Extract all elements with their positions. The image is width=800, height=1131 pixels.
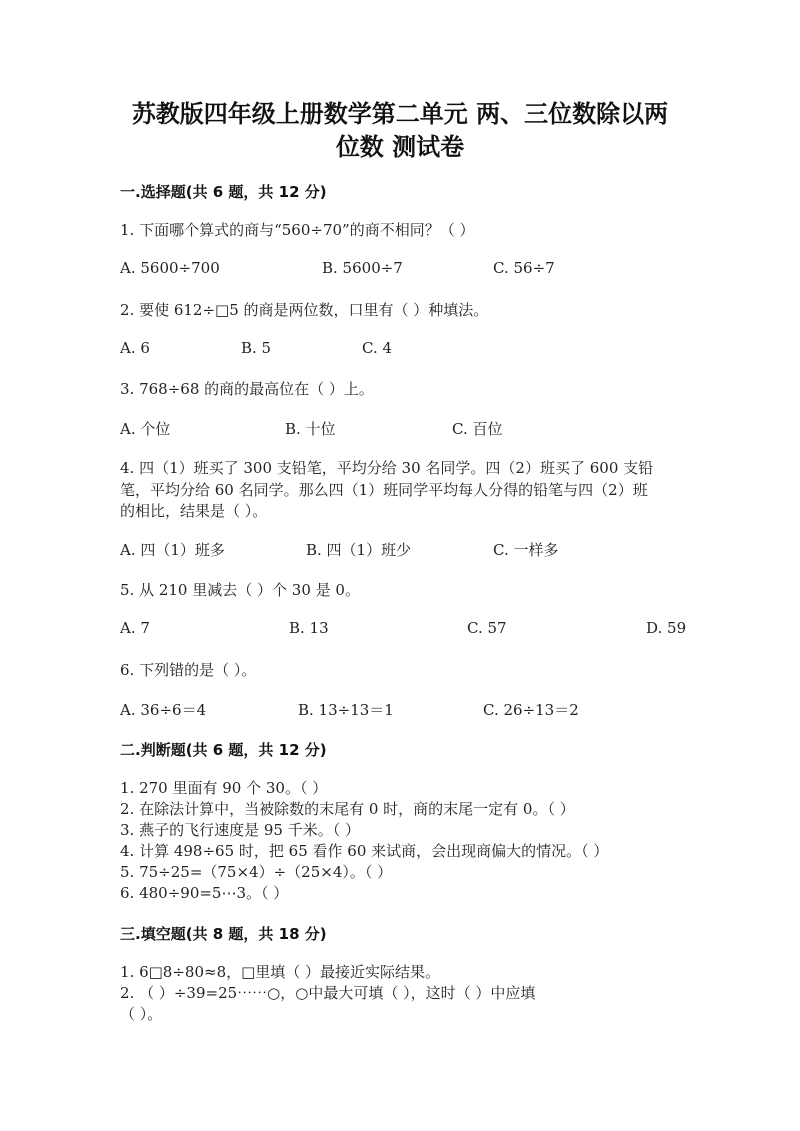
fill-2-line-1: 2. （ ）÷39=25⋯⋯○，○中最大可填（ ），这时（ ）中应填: [120, 984, 536, 1002]
q1-option-c: C. 56÷7: [493, 259, 555, 277]
q3-option-a: A. 个位: [120, 420, 171, 438]
judge-5: 5. 75÷25=（75×4）÷（25×4）。（ ）: [120, 863, 393, 881]
section-heading-choice: 一.选择题(共 6 题，共 12 分): [120, 183, 327, 201]
q4-option-b: B. 四（1）班少: [306, 541, 412, 559]
question-4-line-1: 4. 四（1）班买了 300 支铅笔，平均分给 30 名同学。四（2）班买了 600 支铅: [120, 459, 654, 477]
judge-4: 4. 计算 498÷65 时，把 65 看作 60 来试商，会出现商偏大的情况。（ ）: [120, 842, 609, 860]
q6-option-b: B. 13÷13＝1: [298, 701, 394, 719]
q5-option-d: D. 59: [646, 619, 687, 637]
q2-option-c: C. 4: [362, 339, 393, 357]
q5-option-a: A. 7: [120, 619, 150, 637]
q5-option-c: C. 57: [467, 619, 507, 637]
q1-option-a: A. 5600÷700: [120, 259, 220, 277]
section-heading-judge: 二.判断题(共 6 题，共 12 分): [120, 741, 327, 759]
fill-2-line-2: （ ）。: [120, 1005, 163, 1023]
document-title: [110, 98, 690, 164]
question-4-line-3: 的相比，结果是（ ）。: [120, 502, 268, 520]
title-line-2: 位数 测试卷: [335, 133, 465, 161]
q2-option-b: B. 5: [241, 339, 272, 357]
judge-3: 3. 燕子的飞行速度是 95 千米。（ ）: [120, 821, 360, 839]
q6-option-c: C. 26÷13＝2: [483, 701, 579, 719]
question-5: 5. 从 210 里减去（ ）个 30 是 0。: [120, 581, 360, 599]
q5-option-b: B. 13: [289, 619, 329, 637]
q2-option-a: A. 6: [120, 339, 150, 357]
q4-option-a: A. 四（1）班多: [120, 541, 225, 559]
question-6: 6. 下列错的是（ ）。: [120, 661, 257, 679]
judge-1: 1. 270 里面有 90 个 30。（ ）: [120, 779, 328, 797]
q6-option-a: A. 36÷6＝4: [120, 701, 207, 719]
question-3: 3. 768÷68 的商的最高位在（ ）上。: [120, 380, 374, 398]
q3-option-b: B. 十位: [285, 420, 336, 438]
question-4-line-2: 笔，平均分给 60 名同学。那么四（1）班同学平均每人分得的铅笔与四（2）班: [120, 481, 648, 499]
q4-option-c: C. 一样多: [493, 541, 559, 559]
question-1: 1. 下面哪个算式的商与“560÷70”的商不相同？（ ）: [120, 221, 475, 239]
q1-option-b: B. 5600÷7: [322, 259, 403, 277]
fill-1: 1. 6□8÷80≈8，□里填（ ）最接近实际结果。: [120, 963, 441, 981]
judge-6: 6. 480÷90=5⋯3。（ ）: [120, 884, 289, 902]
judge-2: 2. 在除法计算中，当被除数的末尾有 0 时，商的末尾一定有 0。（ ）: [120, 800, 575, 818]
question-2: 2. 要使 612÷□5 的商是两位数，口里有（ ）种填法。: [120, 301, 489, 319]
title-line-1: 苏教版四年级上册数学第二单元 两、三位数除以两: [131, 100, 669, 128]
q3-option-c: C. 百位: [452, 420, 503, 438]
section-heading-fill: 三.填空题(共 8 题，共 18 分): [120, 925, 327, 943]
